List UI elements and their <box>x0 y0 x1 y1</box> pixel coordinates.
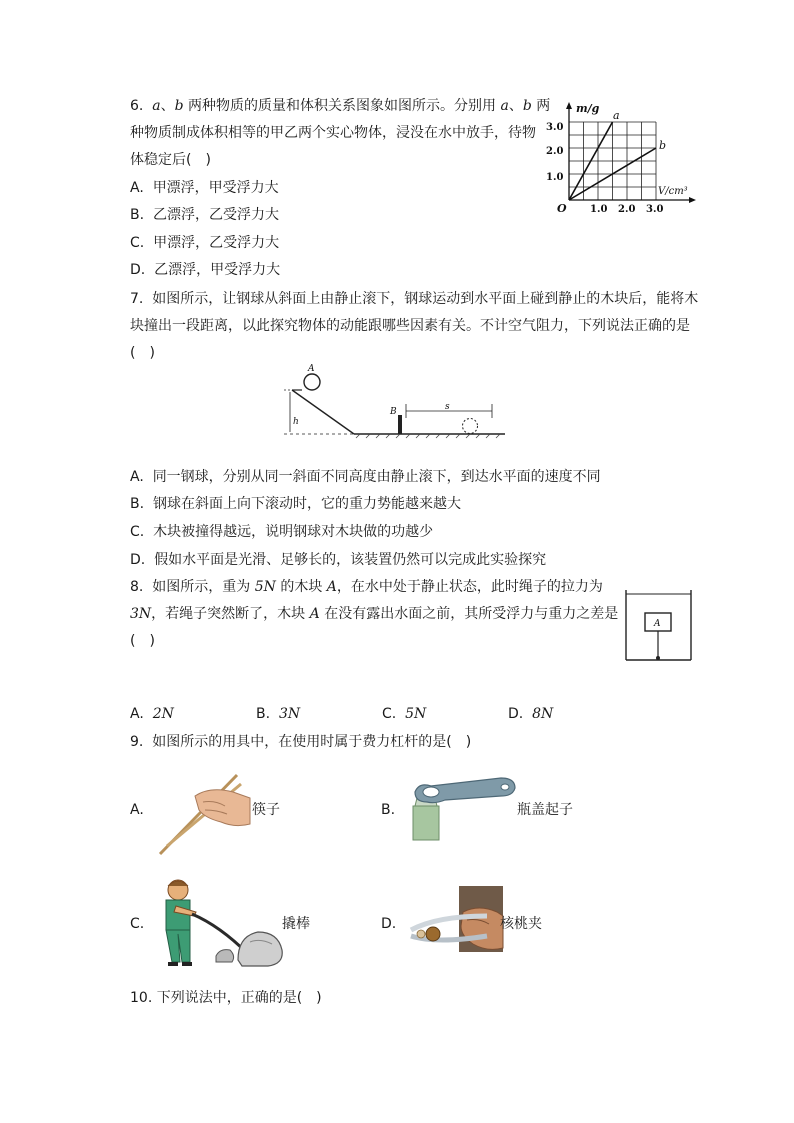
option-text: 木块被撞得越远，说明钢球对木块做的功越少 <box>153 524 434 540</box>
q8-block-2: A <box>309 606 320 622</box>
q6-mass-volume-chart <box>540 100 700 220</box>
series-a-label: a <box>613 109 620 122</box>
chopsticks-illustration <box>155 770 255 860</box>
q7-number: 7. <box>130 291 144 307</box>
x-axis-label: V/cm³ <box>658 186 688 197</box>
block-a-label: A <box>654 619 661 629</box>
q7-option-a[interactable] <box>130 467 601 487</box>
x-tick-1: 1.0 <box>590 204 608 215</box>
q9-option-a-text: 筷子 <box>252 802 280 818</box>
option-letter: D. <box>130 262 146 278</box>
q9-line-1 <box>130 732 471 752</box>
q8-option-d[interactable] <box>508 704 553 724</box>
q6-line-3: 体稳定后( ) <box>130 152 211 168</box>
option-text: 8N <box>532 706 554 722</box>
option-text: 2N <box>152 706 174 722</box>
steel-ball <box>304 374 320 390</box>
q9-option-d-text: 核桃夹 <box>500 916 542 932</box>
q8-block: A <box>326 579 337 595</box>
height-label: h <box>293 417 299 427</box>
q7-option-b[interactable] <box>130 494 461 514</box>
q6-sep: 、 <box>160 98 175 114</box>
crowbar-illustration <box>150 876 285 970</box>
option-letter: C. <box>130 524 145 540</box>
q8-option-a[interactable] <box>130 704 174 724</box>
q7-line-1 <box>130 289 698 309</box>
series-b-label: b <box>659 139 667 152</box>
q9-option-b-text: 瓶盖起子 <box>517 802 573 818</box>
bottle-neck <box>413 806 439 840</box>
option-letter: B. <box>256 706 271 722</box>
option-text: 假如水平面是光滑、足够长的，该装置仍然可以完成此实验探究 <box>154 552 547 568</box>
q9-option-d-letter[interactable]: D. <box>381 916 397 932</box>
option-text: 乙漂浮，乙受浮力大 <box>152 207 279 223</box>
option-letter: C. <box>130 235 145 251</box>
distance-label: s <box>445 402 450 412</box>
q6-line1-tail: 两 <box>531 98 551 114</box>
q8-number: 8. <box>130 579 144 595</box>
fulcrum-rock <box>216 950 234 962</box>
option-text: 甲漂浮，乙受浮力大 <box>153 235 280 251</box>
option-text: 3N <box>278 706 301 722</box>
q8-line2-b: ，若绳子突然断了，木块 <box>151 606 310 622</box>
rope-anchor <box>656 656 660 660</box>
y-axis-arrow <box>566 102 572 109</box>
q8-line1-a: 如图所示，重为 <box>152 579 255 595</box>
y-tick-3: 3.0 <box>546 122 564 133</box>
q6-a: a <box>152 98 161 114</box>
q7-line-3: ( ) <box>130 345 155 361</box>
option-letter: A. <box>130 180 144 196</box>
x-tick-3: 3.0 <box>646 204 664 215</box>
q9-option-a-letter[interactable]: A. <box>130 802 144 818</box>
q6-line1-rest: 两种物质的质量和体积关系图象如图所示。分别用 <box>183 98 501 114</box>
q8-line1-b: 的木块 <box>275 579 327 595</box>
q6-a2: a <box>500 98 509 114</box>
q6-number: 6. <box>130 98 144 114</box>
option-text: 5N <box>405 706 427 722</box>
option-text: 钢球在斜面上向下滚动时，它的重力势能越来越大 <box>152 496 461 512</box>
big-rock <box>238 932 282 966</box>
q7-option-d[interactable] <box>130 550 546 570</box>
y-tick-1: 1.0 <box>546 172 564 183</box>
walnut <box>426 927 440 941</box>
q6-option-b[interactable] <box>130 205 279 225</box>
q8-line-3: ( ) <box>130 633 155 649</box>
option-text: 同一钢球，分别从同一斜面不同高度由静止滚下，到达水平面的速度不同 <box>152 469 601 485</box>
opener-hole <box>423 787 439 797</box>
q8-tension: 3N <box>130 606 152 622</box>
option-letter: D. <box>130 552 146 568</box>
ball-label: A <box>308 364 315 374</box>
q8-line2-c: 在没有露出水面之前，其所受浮力与重力之差是 <box>319 606 619 622</box>
option-text: 乙漂浮，甲受浮力大 <box>154 262 281 278</box>
q9-option-c-letter[interactable]: C. <box>130 916 145 932</box>
option-text: 甲漂浮，甲受浮力大 <box>152 180 279 196</box>
wood-block <box>398 415 402 434</box>
nutcracker-illustration <box>407 886 503 956</box>
option-letter: B. <box>130 496 145 512</box>
q7-line-2: 块撞出一段距离，以此探究物体的动能跟哪些因素有关。不计空气阻力，下列说法正确的是 <box>130 318 690 334</box>
q9-option-b-letter[interactable]: B. <box>381 802 396 818</box>
q7-ramp-figure <box>280 362 510 442</box>
q6-option-d[interactable] <box>130 260 280 280</box>
x-tick-2: 2.0 <box>618 204 636 215</box>
q8-line-2 <box>130 604 618 624</box>
q8-option-c[interactable] <box>382 704 426 724</box>
q9-option-c-text: 撬棒 <box>282 916 310 932</box>
q7-option-c[interactable] <box>130 522 433 542</box>
q10-line1-text: 下列说法中，正确的是( ) <box>156 990 322 1006</box>
q10-line-1 <box>130 988 322 1008</box>
option-letter: A. <box>130 706 144 722</box>
q6-b: b <box>174 98 184 114</box>
block-label: B <box>390 407 397 417</box>
q8-line-1 <box>130 577 603 597</box>
q8-weight: 5N <box>254 579 276 595</box>
q8-line1-c: ，在水中处于静止状态，此时绳子的拉力为 <box>336 579 603 595</box>
worker-body <box>166 900 190 930</box>
q7-line1-text: 如图所示，让钢球从斜面上由静止滚下，钢球运动到水平面上碰到静止的木块后，能将木 <box>152 291 699 307</box>
ball-final-position <box>463 419 478 434</box>
q6-line-2: 种物质制成体积相等的甲乙两个实心物体，浸没在水中放手，待物 <box>130 125 536 141</box>
q6-sep2: 、 <box>508 98 523 114</box>
q6-option-c[interactable] <box>130 233 279 253</box>
q6-b2: b <box>522 98 532 114</box>
option-letter: D. <box>508 706 524 722</box>
q8-option-b[interactable] <box>256 704 300 724</box>
q10-number: 10. <box>130 990 153 1006</box>
option-letter: B. <box>130 207 145 223</box>
option-letter: A. <box>130 469 144 485</box>
q6-option-a[interactable] <box>130 178 279 198</box>
option-letter: C. <box>382 706 397 722</box>
chart-grid <box>569 122 656 200</box>
origin-label: O <box>557 202 567 215</box>
q9-line1-text: 如图所示的用具中，在使用时属于费力杠杆的是( ) <box>152 734 472 750</box>
worker-legs <box>166 930 190 962</box>
q9-number: 9. <box>130 734 144 750</box>
bottle-opener-illustration <box>405 776 520 840</box>
y-axis-label: m/g <box>576 102 600 115</box>
q8-container-figure <box>624 588 694 662</box>
ramp-slope <box>292 390 354 434</box>
hand-shape <box>195 790 250 826</box>
y-tick-2: 2.0 <box>546 146 564 157</box>
q6-line-1 <box>130 96 550 116</box>
x-axis-arrow <box>689 197 696 203</box>
